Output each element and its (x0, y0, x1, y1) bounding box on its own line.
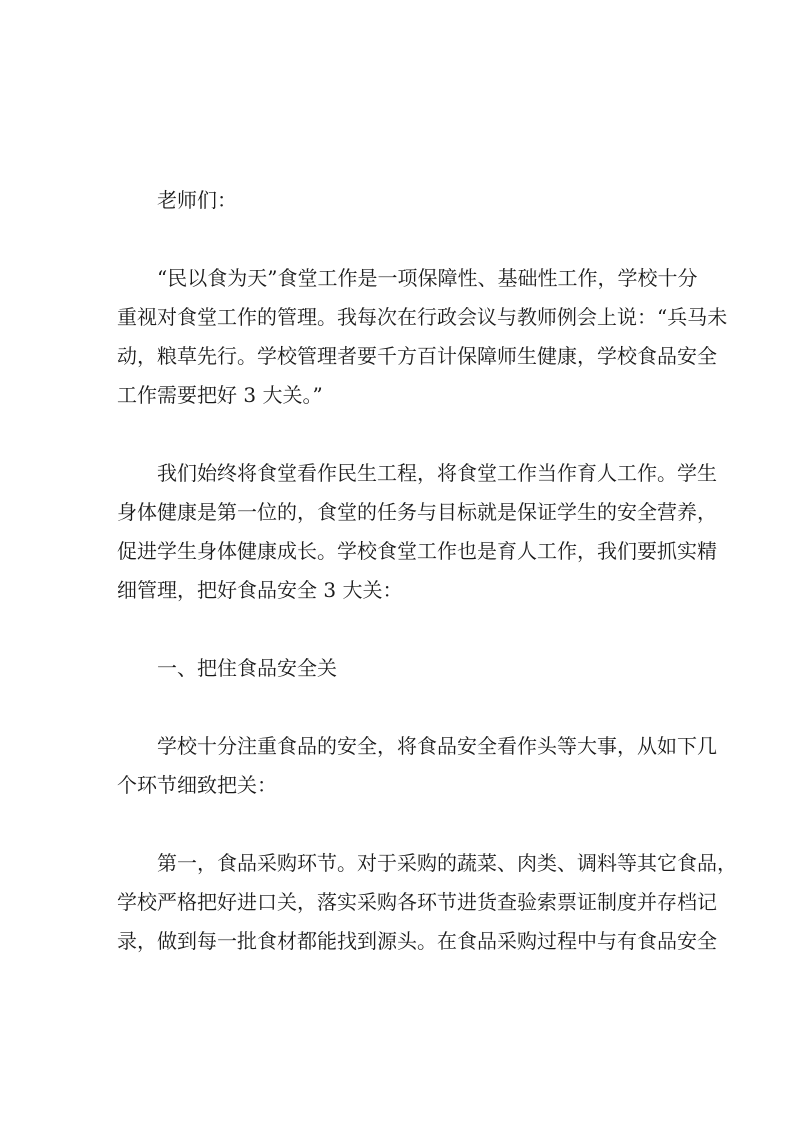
paragraph-line: 个环节细致把关： (117, 773, 277, 797)
document-body (117, 181, 737, 961)
heading-line: 一、把住食品安全关 (157, 656, 337, 680)
paragraph-line: 工作需要把好 3 大关。” (117, 383, 323, 407)
paragraph-line: 第一，食品采购环节。对于采购的蔬菜、肉类、调料等其它食品， (157, 851, 737, 875)
paragraph-4 (117, 844, 737, 961)
paragraph-line: 学校十分注重食品的安全，将食品安全看作头等大事，从如下几 (157, 734, 717, 758)
paragraph-line: 促进学生身体健康成长。学校食堂工作也是育人工作，我们要抓实精 (117, 539, 717, 563)
paragraph-line: 重视对食堂工作的管理。我每次在行政会议与教师例会上说：“兵马未 (117, 305, 728, 329)
spacer (117, 805, 677, 844)
paragraph-line: 身体健康是第一位的，食堂的任务与目标就是保证学生的安全营养， (117, 500, 717, 524)
paragraph-line: “民以食为天”食堂工作是一项保障性、基础性工作，学校十分 (157, 266, 698, 290)
spacer (117, 220, 677, 259)
paragraph-line: 学校严格把好进口关，落实采购各环节进货查验索票证制度并存档记 (117, 890, 717, 914)
spacer (117, 415, 677, 454)
paragraph-line: 我们始终将食堂看作民生工程，将食堂工作当作育人工作。学生 (157, 461, 717, 485)
paragraph-1 (117, 259, 728, 415)
paragraph-2 (117, 454, 717, 610)
spacer (117, 688, 677, 727)
spacer (117, 610, 677, 649)
salutation: 老师们： (157, 188, 237, 212)
paragraph-line: 录，做到每一批食材都能找到源头。在食品采购过程中与有食品安全 (117, 929, 717, 953)
paragraph-line: 动，粮草先行。学校管理者要千方百计保障师生健康，学校食品安全 (117, 344, 717, 368)
paragraph-line: 细管理，把好食品安全 3 大关： (117, 578, 403, 602)
paragraph-3 (117, 727, 717, 805)
section-heading (117, 649, 677, 688)
